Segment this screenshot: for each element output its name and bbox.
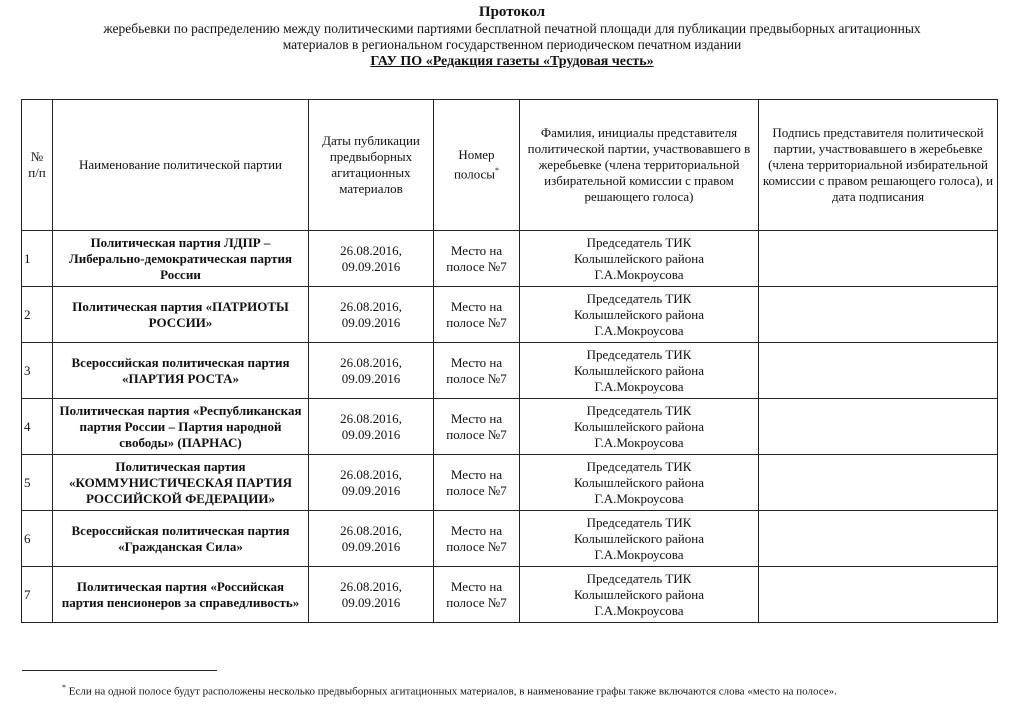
footnote bbox=[22, 680, 1006, 700]
signature-cell bbox=[759, 231, 998, 287]
representative-line: Председатель ТИК bbox=[586, 402, 692, 418]
representative-line: Колышлейского района bbox=[574, 250, 704, 266]
representative-line: Председатель ТИК bbox=[586, 514, 692, 530]
page-placement: Место на полосе №7 bbox=[434, 343, 520, 399]
page-placement: Место на полосе №7 bbox=[434, 287, 520, 343]
publication-dates: 26.08.2016, 09.09.2016 bbox=[309, 231, 434, 287]
party-name: Политическая партия ЛДПР – Либерально-демократическая партия России bbox=[53, 231, 309, 287]
party-name: Всероссийская политическая партия «Гражданская Сила» bbox=[53, 511, 309, 567]
page-placement: Место на полосе №7 bbox=[434, 231, 520, 287]
row-number: 2 bbox=[22, 287, 53, 343]
signature-cell bbox=[759, 287, 998, 343]
header-party-name: Наименование политической партии bbox=[53, 100, 309, 231]
header-signature: Подпись представителя политической партии, участвовавшего в жеребьевке (члена территориальной избирательной комиссии с правом решающего голоса), и дата подписания bbox=[759, 100, 998, 231]
representative-line: Г.А.Мокроусова bbox=[594, 546, 684, 562]
signature-cell bbox=[759, 511, 998, 567]
representative-line: Г.А.Мокроусова bbox=[594, 322, 684, 338]
table-row bbox=[22, 287, 998, 343]
representative bbox=[520, 511, 759, 567]
publication-dates: 26.08.2016, 09.09.2016 bbox=[309, 399, 434, 455]
party-name: Политическая партия «Российская партия пенсионеров за справедливость» bbox=[53, 567, 309, 623]
representative-line: Председатель ТИК bbox=[586, 234, 692, 250]
document-title: Протокол bbox=[478, 4, 546, 20]
footnote-divider bbox=[22, 670, 217, 671]
header-page-label: Номер полосы bbox=[453, 147, 496, 182]
publication-dates: 26.08.2016, 09.09.2016 bbox=[309, 455, 434, 511]
party-name: Политическая партия «ПАТРИОТЫ РОССИИ» bbox=[53, 287, 309, 343]
footnote-text: Если на одной полосе будут расположены несколько предвыборных агитационных материалов, в наименование графы также включаются слова «место на полосе». bbox=[68, 685, 837, 698]
representative-line: Председатель ТИК bbox=[586, 458, 692, 474]
page-placement: Место на полосе №7 bbox=[434, 455, 520, 511]
party-name: Всероссийская политическая партия «ПАРТИЯ РОСТА» bbox=[53, 343, 309, 399]
representative-line: Колышлейского района bbox=[574, 530, 704, 546]
representative-line: Г.А.Мокроусова bbox=[594, 434, 684, 450]
page-placement: Место на полосе №7 bbox=[434, 567, 520, 623]
table-row bbox=[22, 343, 998, 399]
representative-line: Г.А.Мокроусова bbox=[594, 602, 684, 618]
party-name: Политическая партия «Республиканская партия России – Партия народной свободы» (ПАРНАС) bbox=[53, 399, 309, 455]
footnote-mark: * bbox=[62, 683, 66, 692]
table-header-row bbox=[22, 100, 998, 231]
representative-line: Г.А.Мокроусова bbox=[594, 378, 684, 394]
publication-dates: 26.08.2016, 09.09.2016 bbox=[309, 287, 434, 343]
representative-line: Колышлейского района bbox=[574, 418, 704, 434]
publication-dates: 26.08.2016, 09.09.2016 bbox=[309, 343, 434, 399]
signature-cell bbox=[759, 455, 998, 511]
representative bbox=[520, 567, 759, 623]
representative bbox=[520, 343, 759, 399]
header-representative: Фамилия, инициалы представителя политической партии, участвовавшего в жеребьевке (члена территориальной избирательной комиссии с правом решающего голоса) bbox=[520, 100, 759, 231]
row-number: 4 bbox=[22, 399, 53, 455]
representative bbox=[520, 455, 759, 511]
draw-results-table bbox=[21, 99, 998, 623]
footnote-mark: * bbox=[495, 166, 500, 176]
representative-line: Г.А.Мокроусова bbox=[594, 266, 684, 282]
party-name: Политическая партия «КОММУНИСТИЧЕСКАЯ ПАРТИЯ РОССИЙСКОЙ ФЕДЕРАЦИИ» bbox=[53, 455, 309, 511]
signature-cell bbox=[759, 343, 998, 399]
representative-line: Колышлейского района bbox=[574, 362, 704, 378]
representative-line: Председатель ТИК bbox=[586, 346, 692, 362]
row-number: 3 bbox=[22, 343, 53, 399]
header-dates: Даты публикации предвыборных агитационных материалов bbox=[309, 100, 434, 231]
row-number: 5 bbox=[22, 455, 53, 511]
representative-line: Председатель ТИК bbox=[586, 570, 692, 586]
row-number: 1 bbox=[22, 231, 53, 287]
header-num: № п/п bbox=[22, 100, 53, 231]
representative-line: Колышлейского района bbox=[574, 586, 704, 602]
publication-dates: 26.08.2016, 09.09.2016 bbox=[309, 511, 434, 567]
table-row bbox=[22, 455, 998, 511]
table-row bbox=[22, 231, 998, 287]
publication-dates: 26.08.2016, 09.09.2016 bbox=[309, 567, 434, 623]
document-header bbox=[0, 4, 1024, 70]
table-row bbox=[22, 567, 998, 623]
signature-cell bbox=[759, 399, 998, 455]
document-subtitle-line-2: материалов в региональном государственном периодическом печатном издании bbox=[282, 37, 742, 52]
representative-line: Г.А.Мокроусова bbox=[594, 490, 684, 506]
page-placement: Место на полосе №7 bbox=[434, 399, 520, 455]
document-subtitle-line-1: жеребьевки по распределению между политическими партиями бесплатной печатной площади для публикации предвыборных агитационных bbox=[103, 21, 921, 36]
representative bbox=[520, 287, 759, 343]
header-page-number bbox=[434, 100, 520, 231]
representative-line: Председатель ТИК bbox=[586, 290, 692, 306]
publisher-name: ГАУ ПО «Редакция газеты «Трудовая честь» bbox=[370, 54, 654, 69]
table-row bbox=[22, 399, 998, 455]
signature-cell bbox=[759, 567, 998, 623]
page-placement: Место на полосе №7 bbox=[434, 511, 520, 567]
representative-line: Колышлейского района bbox=[574, 306, 704, 322]
row-number: 6 bbox=[22, 511, 53, 567]
representative-line: Колышлейского района bbox=[574, 474, 704, 490]
table-row bbox=[22, 511, 998, 567]
representative bbox=[520, 231, 759, 287]
representative bbox=[520, 399, 759, 455]
row-number: 7 bbox=[22, 567, 53, 623]
